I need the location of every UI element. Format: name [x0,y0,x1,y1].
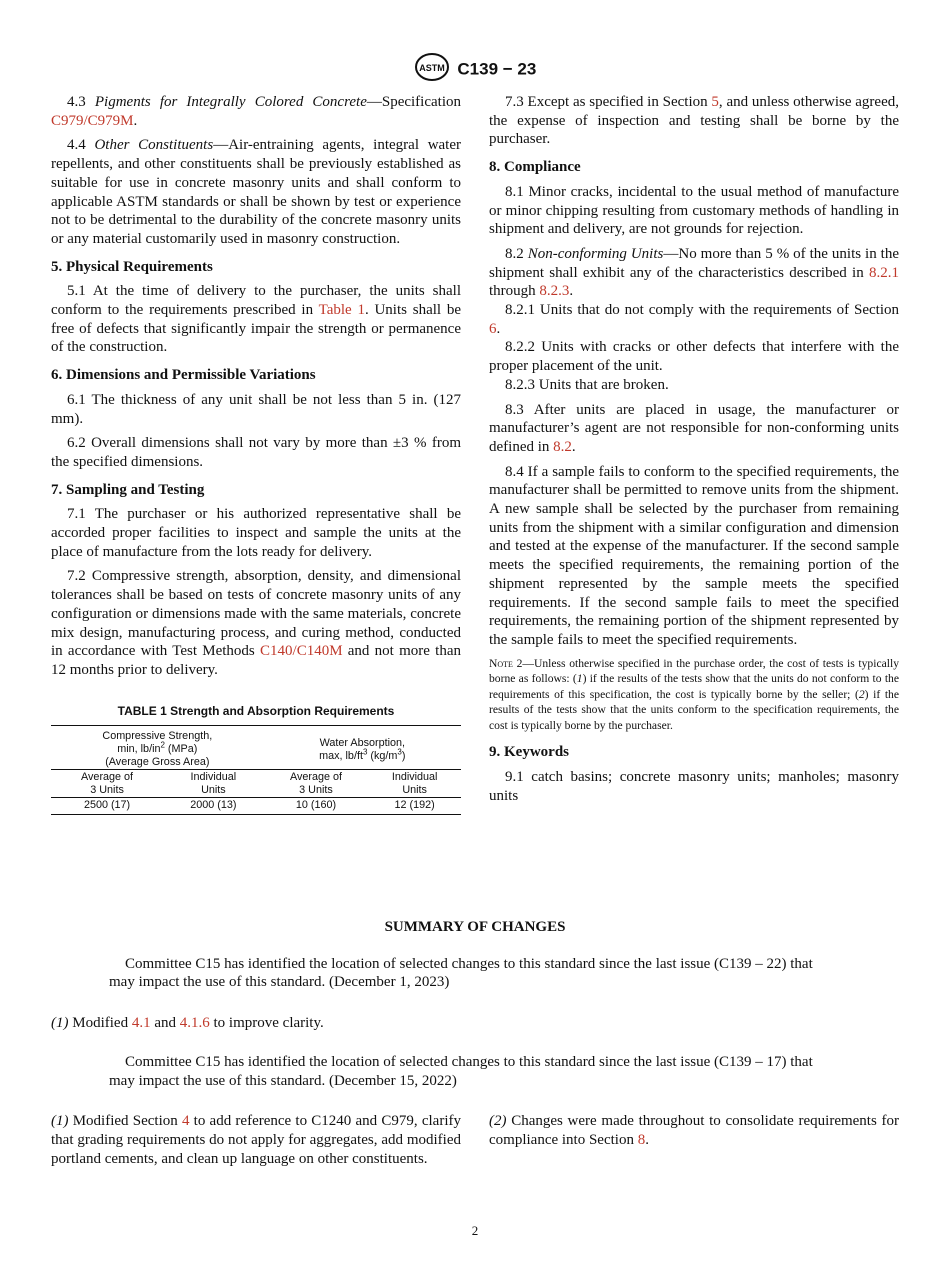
heading-dimensions: 6. Dimensions and Permissible Variations [51,367,316,384]
astm-logo-text: ASTM [418,63,445,73]
section-4-4: 4.4 Other Constituents—Air-entraining agents, integral water repellents, and other constituents shall be previously established as suitable for use in concrete masonry units and shall conform to applicable ASTM standards or shall be shown by test or experience not to be detrimental to the durability of the concrete masonry units or any material customarily used in masonry construction. [51,137,462,247]
heading-keywords: 9. Keywords [489,744,569,761]
subheader-cell: Individual Units [368,770,461,798]
link-8-2-1[interactable]: 8.2.1 [869,264,899,281]
heading-sampling-testing: 7. Sampling and Testing [51,481,205,498]
table-1 [51,702,461,816]
section-8-1: 8.1 Minor cracks, incidental to the usual method of manufacture or minor chipping resulting from customary methods of handling in shipment and delivery, are not grounds for rejection. [489,183,899,238]
summary-intro-2022: Committee C15 has identified the location of selected changes to this standard since the last issue (C139 – 17) that may impact the use of this standard. (December 15, 2022) [109,1053,813,1089]
table-cell: 10 (160) [264,798,369,815]
requirements-table [51,725,461,815]
summary-column-left [51,1112,461,1174]
summary-of-changes [51,918,899,1174]
section-8-2: 8.2 Non-conforming Units—No more than 5 % of the units in the shipment shall exhibit any of the characteristics described in 8.2.1 through 8.2.3. [489,245,899,300]
subheader-cell: Individual Units [163,770,264,798]
link-section-5[interactable]: 5 [711,94,719,110]
page-header [0,52,950,88]
section-9-1: 9.1 catch basins; concrete masonry units; manholes; masonry units [489,768,899,804]
link-section-8[interactable]: 8 [637,1131,646,1148]
table-header-row [51,726,461,770]
compressive-strength-header: Compressive Strength, min, $lb/in^2$ (MPa) (Average Gross Area) [51,726,264,770]
heading-physical-requirements: 5. Physical Requirements [51,258,213,275]
summary-column-right [489,1112,899,1174]
section-5-1: 5.1 At the time of delivery to the purchaser, the units shall conform to the requirements prescribed in Table 1. Units shall be free of defects that significantly impair the strength or permanence of the construction. [51,283,461,356]
subheader-cell: Average of 3 Units [51,770,163,798]
table-cell: 12 (192) [368,798,461,815]
section-4-3: 4.3 Pigments for Integrally Colored Concrete—Specification C979/C979M. [51,94,461,129]
section-8-4: 8.4 If a sample fails to conform to the specified requirements, the manufacturer shall be permitted to remove units from the shipment. A new sample shall be selected by the purchaser from remaining units from the shipment with a similar configuration and dimension and tested at the expense of the manufacturer. If the second sample meets the specified requirements, the remaining portion of the shipment represented by the sample meets the specified requirements. If the second sample fails to meet the specified requirements, the remaining portion of the shipment represented by the sample fails to meet the specified requirements. [489,463,899,648]
water-absorption-header: Water Absorption, max, $lb/ft^3$ $(kg/m^3)$ [264,726,461,770]
section-6-1: 6.1 The thickness of any unit shall be not less than 5 in. (127 mm). [51,391,461,427]
section-7-1: 7.1 The purchaser or his authorized representative shall be accorded proper facilities to inspect and sample the units at the place of manufacture from the lots ready for delivery. [51,506,461,560]
link-section-6[interactable]: 6 [489,320,497,337]
link-section-4[interactable]: 4 [181,1113,190,1130]
summary-item: (1) Modified 4.1 and 4.1.6 to improve clarity. [51,1015,324,1032]
astm-logo [414,52,450,88]
section-8-3: 8.3 After units are placed in usage, the manufacturer or manufacturer’s agent are not responsible for non-conforming units defined in 8.2. [489,401,899,455]
table-subheader-row [51,770,461,798]
section-7-3: 7.3 Except as specified in Section 5, and unless otherwise agreed, the expense of inspection and testing shall be borne by the purchaser. [489,94,899,148]
section-8-2-3: 8.2.3 Units that are broken. [505,376,669,393]
table-cell: 2500 (17) [51,798,163,815]
subheader-cell: Average of 3 Units [264,770,369,798]
heading-compliance: 8. Compliance [489,159,581,176]
note-2: Note 2—Unless otherwise specified in the purchase order, the cost of tests is typically borne as follows: (1) if the results of the tests show that the units do not conform to the requirements of this specification, the cost is typically borne by the seller; (2) if the results of the tests show that the units conform to the specification requirements, the cost is typically borne by the purchaser. [489,656,899,732]
summary-item: (2) Changes were made throughout to consolidate requirements for compliance into Section 8. [489,1113,899,1148]
summary-items-2022 [51,1112,899,1174]
table-title: TABLE 1 Strength and Absorption Requirements [117,703,395,718]
link-8-2-3[interactable]: 8.2.3 [539,283,570,300]
link-4-1-6[interactable]: 4.1.6 [179,1015,210,1032]
summary-item: (1) Modified Section 4 to add reference to C1240 and C979, clarify that grading requirements do not apply for aggregates, add modified portland cements, and clean up language on other constituents. [51,1113,461,1167]
link-8-2[interactable]: 8.2 [553,438,572,455]
page-number: 2 [471,1223,479,1238]
section-6-2: 6.2 Overall dimensions shall not vary by more than ±3 % from the specified dimensions. [51,435,461,470]
section-8-2-1: 8.2.1 Units that do not comply with the requirements of Section 6. [489,302,899,337]
section-7-2: 7.2 Compressive strength, absorption, density, and dimensional tolerances shall be based on tests of concrete masonry units of any configuration or dimensions made with the same materials, concrete mix design, manufacturing process, and curing method, conducted in accordance with Test Methods C140/C140M and not more than 12 months prior to delivery. [51,568,461,678]
link-c979[interactable]: C979/C979M [51,112,134,129]
left-column [51,93,461,815]
summary-title: SUMMARY OF CHANGES [384,919,566,935]
table-cell: 2000 (13) [163,798,264,815]
link-table-1[interactable]: Table 1 [318,302,365,319]
link-4-1[interactable]: 4.1 [131,1015,151,1032]
standard-designation: C139 − 23 [457,59,537,79]
right-column [489,93,899,811]
link-c140[interactable]: C140/C140M [260,643,343,660]
section-8-2-2: 8.2.2 Units with cracks or other defects that interfere with the proper placement of the unit. [489,339,899,375]
table-row [51,798,461,815]
summary-intro-2023: Committee C15 has identified the location of selected changes to this standard since the last issue (C139 – 22) that may impact the use of this standard. (December 1, 2023) [109,955,813,991]
